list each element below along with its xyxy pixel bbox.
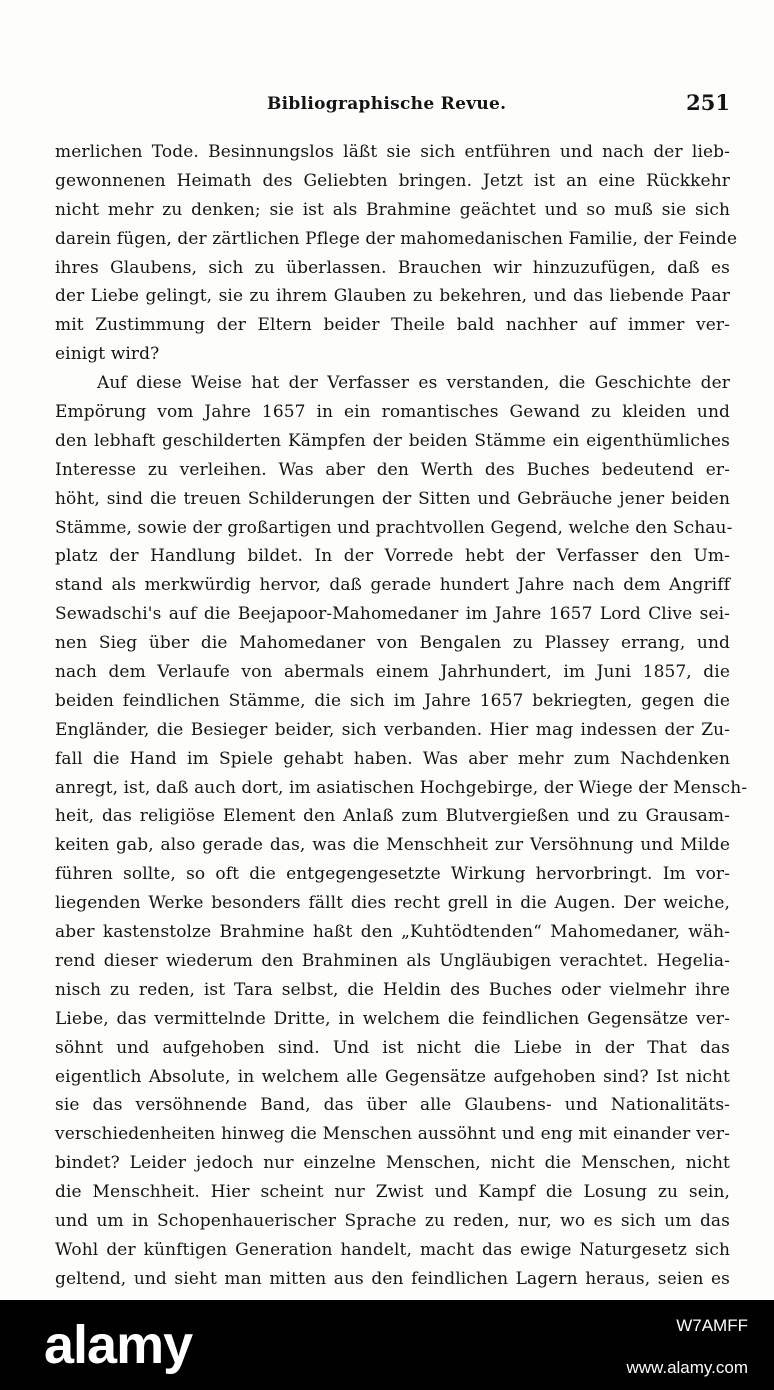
text-line: stand als merkwürdig hervor, daß gerade hundert Jahre nach dem Angriff <box>55 575 730 596</box>
text-line: eigentlich Absolute, in welchem alle Gegensätze aufgehoben sind? Ist nicht <box>55 1066 730 1087</box>
text-line: platz der Handlung bildet. In der Vorrede hebt der Verfasser den Um- <box>55 546 730 567</box>
text-line: heit, das religiöse Element den Anlaß zum Blutvergießen und zu Grausam- <box>55 806 730 827</box>
text-line: keiten gab, also gerade das, was die Menschheit zur Versöhnung und Milde <box>55 835 730 856</box>
text-line: gewonnenen Heimath des Geliebten bringen. Jetzt ist an eine Rückkehr <box>55 170 730 191</box>
text-line: mit Zustimmung der Eltern beider Theile bald nachher auf immer ver- <box>55 315 730 336</box>
text-line: der Liebe gelingt, sie zu ihrem Glauben zu bekehren, und das liebende Paar <box>55 286 730 307</box>
text-line: Liebe, das vermittelnde Dritte, in welchem die feindlichen Gegensätze ver- <box>55 1008 730 1029</box>
image-id: W7AMFF <box>676 1316 748 1335</box>
text-line: führen sollte, so oft die entgegengesetzte Wirkung hervorbringt. Im vor- <box>55 864 730 885</box>
running-title: Bibliographische Revue. <box>267 94 507 114</box>
text-line: Engländer, die Besieger beider, sich verbanden. Hier mag indessen der Zu- <box>55 719 730 740</box>
text-line: nisch zu reden, ist Tara selbst, die Heldin des Buches oder vielmehr ihre <box>55 979 730 1000</box>
text-line: nicht mehr zu denken; sie ist als Brahmine geächtet und so muß sie sich <box>55 199 730 220</box>
text-line: rend dieser wiederum den Brahminen als Ungläubigen verachtet. Hegelia- <box>55 950 730 971</box>
text-line: und um in Schopenhauerischer Sprache zu reden, nur, wo es sich um das <box>55 1210 730 1231</box>
watermark-bar <box>0 1300 774 1390</box>
body-text <box>55 138 748 1323</box>
text-line: Sewadschi's auf die Beejapoor-Mahomedaner im Jahre 1657 Lord Clive sei- <box>55 604 730 625</box>
text-line: Interesse zu verleihen. Was aber den Werth des Buches bedeutend er- <box>55 459 730 480</box>
text-line: die Menschheit. Hier scheint nur Zwist und Kampf die Losung zu sein, <box>55 1182 730 1203</box>
text-line: merlichen Tode. Besinnungslos läßt sie sich entführen und nach der lieb- <box>55 142 730 162</box>
paragraph <box>55 138 738 369</box>
text-line: verschiedenheiten hinweg die Menschen aussöhnt und eng mit einander ver- <box>55 1124 730 1145</box>
text-line: den lebhaft geschilderten Kämpfen der beiden Stämme ein eigenthümliches <box>55 430 730 451</box>
text-line: einigt wird? <box>55 344 160 365</box>
text-line: Wohl der künftigen Generation handelt, macht das ewige Naturgesetz sich <box>55 1239 730 1260</box>
paragraph <box>55 369 748 1322</box>
text-line: söhnt und aufgehoben sind. Und ist nicht die Liebe in der That das <box>55 1037 730 1058</box>
page-number: 251 <box>686 90 730 115</box>
text-line: aber kastenstolze Brahmine haßt den „Kuhtödtenden“ Mahomedaner, wäh- <box>55 922 730 943</box>
text-line: beiden feindlichen Stämme, die sich im Jahre 1657 bekriegten, gegen die <box>55 690 730 711</box>
page-header <box>55 90 730 120</box>
text-line: höht, sind die treuen Schilderungen der Sitten und Gebräuche jener beiden <box>55 488 730 509</box>
footer-url: www.alamy.com <box>626 1358 748 1377</box>
text-line: Stämme, sowie der großartigen und prachtvollen Gegend, welche den Schau- <box>55 517 733 538</box>
alamy-logo: alamy <box>44 1315 193 1375</box>
text-line: Auf diese Weise hat der Verfasser es verstanden, die Geschichte der <box>97 373 730 394</box>
text-line: sie das versöhnende Band, das über alle Glaubens- und Nationalitäts- <box>55 1095 730 1116</box>
text-line: geltend, und sieht man mitten aus den feindlichen Lagern heraus, seien es <box>55 1268 730 1289</box>
text-line: Empörung vom Jahre 1657 in ein romantisches Gewand zu kleiden und <box>55 402 730 423</box>
text-line: bindet? Leider jedoch nur einzelne Menschen, nicht die Menschen, nicht <box>55 1153 730 1174</box>
text-line: anregt, ist, daß auch dort, im asiatischen Hochgebirge, der Wiege der Mensch- <box>55 777 748 798</box>
text-line: darein fügen, der zärtlichen Pflege der mahomedanischen Familie, der Feinde <box>55 228 738 249</box>
text-line: liegenden Werke besonders fällt dies recht grell in die Augen. Der weiche, <box>55 893 730 914</box>
text-line: nach dem Verlaufe von abermals einem Jahrhundert, im Juni 1857, die <box>55 662 730 683</box>
text-line: fall die Hand im Spiele gehabt haben. Was aber mehr zum Nachdenken <box>55 748 730 769</box>
text-line: ihres Glaubens, sich zu überlassen. Brauchen wir hinzuzufügen, daß es <box>55 257 730 278</box>
text-line: nen Sieg über die Mahomedaner von Bengalen zu Plassey errang, und <box>55 633 730 654</box>
